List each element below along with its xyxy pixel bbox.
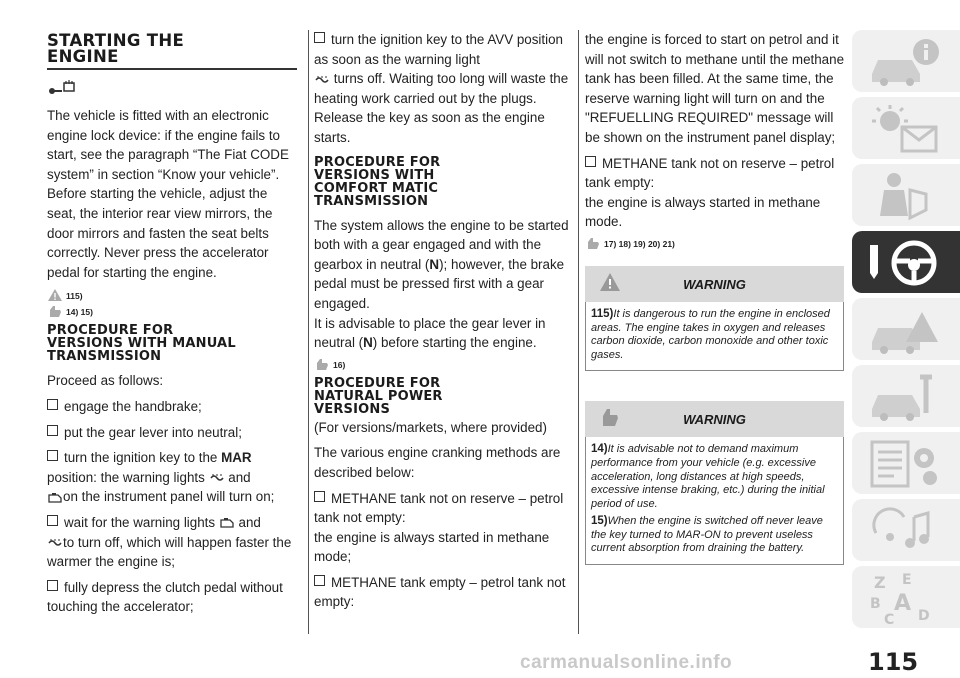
engine-warning-icon: [219, 517, 235, 529]
svg-text:E: E: [902, 572, 912, 588]
caution-ref[interactable]: 16): [314, 357, 570, 371]
glow-plug-icon: [314, 75, 330, 85]
technical-data-icon: [866, 436, 946, 492]
glow-plug-icon: [47, 538, 63, 548]
natural-note: (For versions/markets, where provided): [314, 419, 547, 435]
warning-header: WARNING: [585, 266, 844, 302]
key-glow-plug-icon: [47, 79, 297, 100]
warning-box-2: [585, 401, 844, 565]
tab-technical-data[interactable]: [852, 432, 960, 494]
section-tabs: [852, 30, 960, 630]
bullet-box-icon: [47, 450, 58, 461]
bullet-item: METHANE tank empty – petrol tank not empty:: [314, 574, 566, 610]
method-description: the engine is always started in methane mode.: [585, 194, 821, 230]
proceed-text: Proceed as follows:: [47, 373, 164, 389]
column-1: [47, 30, 297, 617]
bullet-item: turn the ignition key to the MAR position: the warning lights and on the instrument panel will turn on;: [47, 450, 275, 505]
bullet-box-icon: [314, 491, 325, 502]
svg-text:A: A: [894, 591, 912, 616]
car-info-icon: [866, 34, 946, 90]
bullet-box-icon: [47, 399, 58, 410]
tab-index[interactable]: [852, 566, 960, 628]
svg-text:Z: Z: [874, 573, 886, 592]
warning-body: [585, 437, 844, 565]
warning-item: 115)It is dangerous to run the engine in enclosed areas. The engine takes in oxygen and releases carbon dioxide, carbon monoxide and other toxic gases.: [591, 307, 830, 361]
caution-hand-icon: [47, 304, 63, 318]
manual-transmission-heading: PROCEDURE FOR VERSIONS WITH MANUAL TRANSMISSION: [47, 323, 236, 365]
steering-wheel-key-icon: [862, 235, 952, 291]
warning-triangle-icon: [47, 288, 63, 302]
intro-paragraph-1: The vehicle is fitted with an electronic engine lock device: if the engine fails to start, see the paragraph “The Fiat CODE system” in section “Know your vehicle”.: [47, 108, 289, 182]
release-text: Release the key as soon as the engine starts.: [314, 110, 545, 145]
car-breakdown-icon: [866, 302, 946, 358]
method-description: the engine is always started in methane mode;: [314, 529, 550, 565]
bullet-box-icon: [47, 580, 58, 591]
bullet-item: METHANE tank not on reserve – petrol tank not empty:: [314, 490, 564, 526]
bullet-box-icon: [314, 32, 325, 43]
tab-maintenance[interactable]: [852, 365, 960, 427]
svg-text:B: B: [870, 596, 881, 612]
warning-ref[interactable]: 115): [47, 288, 297, 302]
watermark: carmanualsonline.info: [520, 652, 733, 673]
bullet-box-icon: [314, 575, 325, 586]
bullet-item: METHANE tank not on reserve – petrol tank empty:: [585, 155, 835, 191]
caution-ref[interactable]: 14) 15): [47, 304, 297, 318]
tab-car-info[interactable]: [852, 30, 960, 92]
index-icon: [866, 566, 946, 630]
bullet-box-icon: [47, 425, 58, 436]
warning-lights-icon: [866, 101, 946, 157]
comfort-paragraph-1: The system allows the engine to be started both with a gear engaged and with the gearbox in neutral (N); however, the brake pedal must be pressed first with a gear engaged.: [314, 217, 569, 311]
warning-box-1: [585, 266, 844, 371]
bullet-item: wait for the warning lights and to turn off, which will happen faster the warmer the engine is;: [47, 514, 292, 570]
method-description: the engine is forced to start on petrol and it will not switch to methane until the methane tank has been filled. At the same time, the reserve warning light will turn on and the "REFUELLING REQUIRED" message will be shown on the instrument panel display;: [585, 32, 845, 145]
column-divider: [308, 30, 309, 634]
bullet-item: put the gear lever into neutral;: [47, 423, 297, 443]
column-2: [314, 30, 570, 612]
bullet-box-icon: [585, 156, 596, 167]
multimedia-icon: [866, 503, 946, 559]
caution-hand-icon: [585, 236, 601, 250]
column-3: [585, 30, 847, 565]
warning-body: [585, 302, 844, 371]
tab-starting-driving[interactable]: [852, 231, 960, 293]
warning-item: 14)It is advisable not to demand maximum performance from your vehicle (e.g. excessive acceleration, long distances at high speeds, excessive intense braking, etc.) during the initial period of use.: [591, 443, 825, 510]
bullet-item: turn the ignition key to the AVV position as soon as the warning light turns off. Waiting too long will waste the heating work carried out by the plugs.: [314, 32, 569, 106]
bullet-item: fully depress the clutch pedal without touching the accelerator;: [47, 579, 283, 615]
natural-power-heading: PROCEDURE FOR NATURAL POWER VERSIONS: [314, 375, 443, 417]
warning-header: WARNING: [585, 401, 844, 437]
tab-emergency[interactable]: [852, 298, 960, 360]
tab-safety[interactable]: [852, 164, 960, 226]
bullet-item: engage the handbrake;: [47, 397, 297, 417]
tab-warning-lights[interactable]: [852, 97, 960, 159]
intro-paragraph-2: Before starting the vehicle, adjust the seat, the interior rear view mirrors, the door mirrors and fasten the seat belts correctly. Never press the accelerator pedal for starting the engine.: [47, 186, 273, 280]
bullet-box-icon: [47, 515, 58, 526]
section-title: STARTING THE ENGINE: [47, 31, 185, 66]
title-rule: [47, 68, 297, 70]
caution-hand-icon: [314, 357, 330, 371]
page-number: 115: [868, 648, 919, 676]
car-maintenance-icon: [866, 369, 946, 425]
glow-plug-icon: [209, 473, 225, 483]
safety-icon: [866, 168, 946, 224]
warning-item: 15)When the engine is switched off never leave the key turned to MAR-ON to prevent useless current absorption from draining the battery.: [591, 515, 823, 555]
comfort-paragraph-2: It is advisable to place the gear lever in neutral (N) before starting the engine.: [314, 315, 546, 351]
comfort-matic-heading: PROCEDURE FOR VERSIONS WITH COMFORT MATIC TRANSMISSION: [314, 154, 441, 209]
engine-warning-icon: [47, 492, 63, 504]
svg-text:C: C: [884, 612, 895, 628]
caution-ref[interactable]: 17) 18) 19) 20) 21): [585, 236, 847, 250]
tab-multimedia[interactable]: [852, 499, 960, 561]
natural-paragraph: The various engine cranking methods are described below:: [314, 445, 561, 480]
svg-text:D: D: [918, 608, 930, 624]
column-divider: [578, 30, 579, 634]
